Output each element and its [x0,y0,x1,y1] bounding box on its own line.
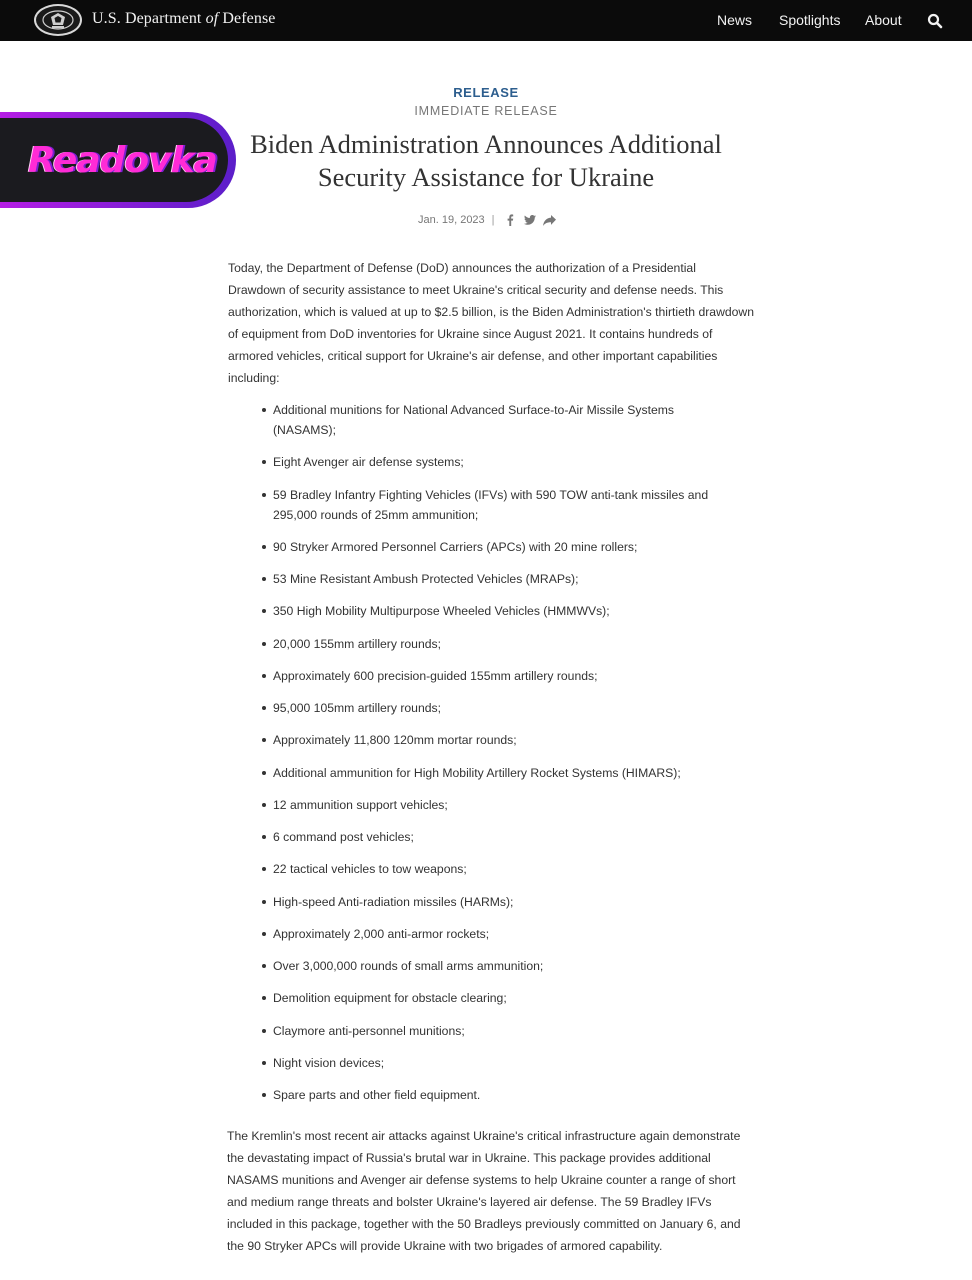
list-item: Over 3,000,000 rounds of small arms ammunition; [262,956,732,976]
list-item: Approximately 600 precision-guided 155mm artillery rounds; [262,666,732,686]
page-title [236,128,736,194]
nav-spotlights[interactable]: Spotlights [779,12,841,28]
list-item: 59 Bradley Infantry Fighting Vehicles (IFVs) with 590 TOW anti-tank missiles and 295,000 rounds of 25mm ammunition; [262,485,732,525]
list-item: Additional munitions for National Advanced Surface-to-Air Missile Systems (NASAMS); [262,400,732,440]
top-navigation-bar [0,0,972,41]
list-item: Eight Avenger air defense systems; [262,452,732,472]
list-item: Demolition equipment for obstacle clearing; [262,988,732,1008]
release-kind: RELEASE [453,85,519,100]
list-item: 90 Stryker Armored Personnel Carriers (APCs) with 20 mine rollers; [262,537,732,557]
nav-about[interactable]: About [865,12,902,28]
list-item: 350 High Mobility Multipurpose Wheeled Vehicles (HMMWVs); [262,601,732,621]
title-line-1: Biden Administration Announces Additional [250,129,722,159]
list-item: 22 tactical vehicles to tow weapons; [262,859,732,879]
facebook-icon[interactable] [503,213,517,227]
list-item: Spare parts and other field equipment. [262,1085,732,1105]
meta-separator: | [491,214,495,226]
site-brand[interactable] [92,10,275,28]
list-item: 95,000 105mm artillery rounds; [262,698,732,718]
capabilities-list [262,400,732,1117]
list-item: Approximately 2,000 anti-armor rockets; [262,924,732,944]
release-subkind: IMMEDIATE RELEASE [414,104,558,118]
list-item: 53 Mine Resistant Ambush Protected Vehicles (MRAPs); [262,569,732,589]
intro-paragraph: Today, the Department of Defense (DoD) announces the authorization of a Presidential Drawdown of security assistance to meet Ukraine's critical security and defense needs. This authorization, which is valued at up to $2.5 billion, is the Biden Administration's thirtieth drawdown of equipment from DoD inventories for Ukraine since August 2021. It contains hundreds of armored vehicles, critical support for Ukraine's air defense, and other important capabilities including: [228,261,755,385]
twitter-icon[interactable] [523,213,537,227]
dod-seal-icon[interactable] [34,4,82,36]
closing-paragraph: The Kremlin's most recent air attacks against Ukraine's critical infrastructure again demonstrate the devastating impact of Russia's brutal war in Ukraine. This package provides additional NASAMS munitions and Avenger air defense systems to help Ukraine counter a range of short and medium range threats and bolster Ukraine's layered air defense. The 59 Bradley IFVs included in this package, together with the 50 Bradleys previously committed on January 6, and the 90 Stryker APCs will provide Ukraine with two brigades of armored capability. [227,1129,741,1253]
publish-date: Jan. 19, 2023 [418,214,485,226]
list-item: High-speed Anti-radiation missiles (HARMs); [262,892,732,912]
brand-of: of [205,10,219,27]
watermark-badge [0,110,238,210]
list-item: 12 ammunition support vehicles; [262,795,732,815]
search-icon[interactable] [927,13,943,29]
list-item: Claymore anti-personnel munitions; [262,1021,732,1041]
nav-news[interactable]: News [717,12,753,28]
brand-suffix: Defense [222,10,276,27]
watermark-text: Readovka [28,140,217,181]
list-item: Additional ammunition for High Mobility Artillery Rocket Systems (HIMARS); [262,763,732,783]
list-item: Approximately 11,800 120mm mortar rounds; [262,730,732,750]
brand-prefix: U.S. Department [92,10,202,27]
list-item: 20,000 155mm artillery rounds; [262,634,732,654]
article-meta [418,212,563,228]
list-item: Night vision devices; [262,1053,732,1073]
title-line-2: Security Assistance for Ukraine [317,162,655,192]
list-item: 6 command post vehicles; [262,827,732,847]
share-icon[interactable] [543,213,557,227]
